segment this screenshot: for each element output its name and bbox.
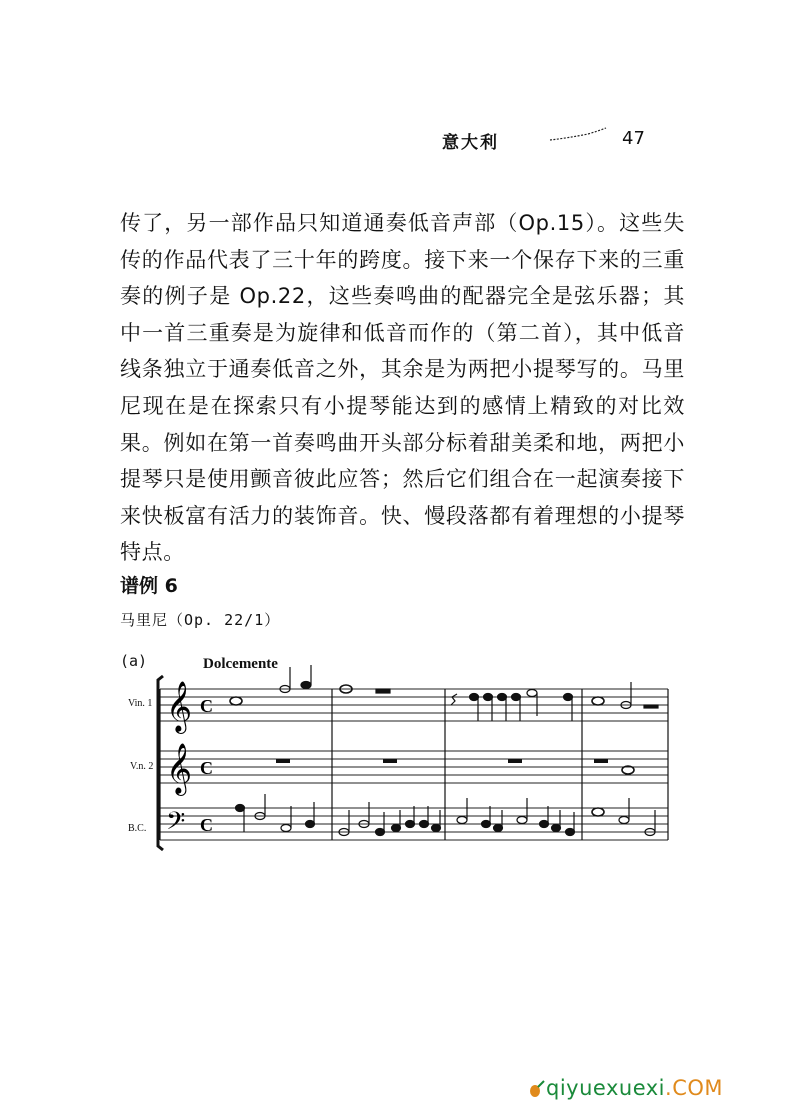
body-paragraph: 传了，另一部作品只知道通奏低音声部（Op.15）。这些失传的作品代表了三十年的跨度。接下来一个保存下来的三重奏的例子是 Op.22，这些奏鸣曲的配器完全是弦乐器；其中一首三重奏是为旋律和低音而作的（第二首），其中低音线条独立于通奏低音之外，其余是为两把小提琴写的。马里尼现在是在探索只有小提琴能达到的感情上精致的对比效果。例如在第一首奏鸣曲开头部分标着甜美柔和地，两把小提琴只是使用颤音彼此应答；然后它们组合在一起演奏接下来快板富有活力的装饰音。快、慢段落都有着理想的小提琴特点。 [120, 211, 685, 565]
site-watermark [546, 1076, 723, 1100]
running-header-title: 意大利 [442, 133, 499, 153]
page-number: 47 [622, 128, 645, 149]
staff-label-basso-continuo: B.C. [128, 823, 147, 834]
staff-label-violin-2: V.n. 2 [130, 761, 154, 772]
staff-violin-2 [160, 751, 668, 783]
tempo-marking: Dolcemente [203, 656, 278, 672]
example-caption: 马里尼（Op. 22/1） [120, 611, 281, 629]
treble-clef-icon: 𝄞 [166, 681, 193, 732]
time-signature: C [200, 696, 213, 716]
score-part-label: (a) [120, 652, 148, 670]
watermark-domain: .COM [665, 1076, 724, 1100]
time-signature: C [200, 815, 213, 835]
watermark-name: qiyuexuexi [546, 1076, 666, 1100]
lute-icon [528, 1080, 546, 1098]
time-signature: C [200, 758, 213, 778]
staff-label-violin-1: Vin. 1 [128, 698, 153, 709]
treble-clef-icon: 𝄞 [166, 743, 193, 794]
example-heading: 谱例 6 [120, 575, 178, 597]
bass-clef-icon: 𝄢 [166, 807, 186, 842]
